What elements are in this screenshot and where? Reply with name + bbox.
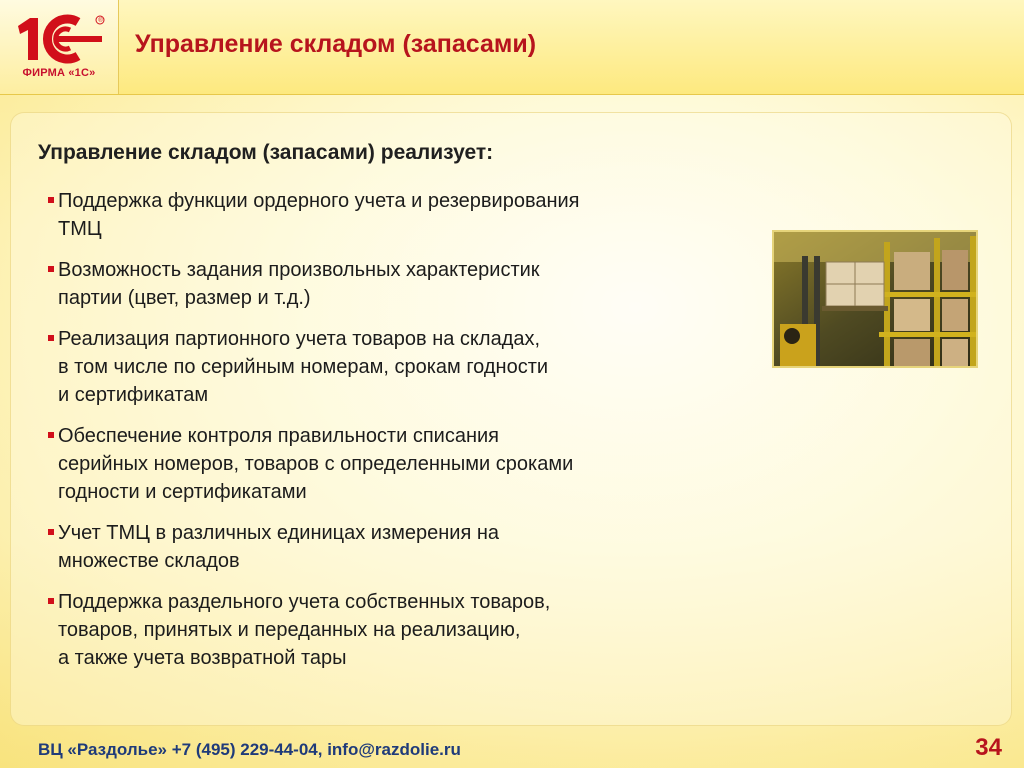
bullet-list [48, 187, 748, 685]
bullet-line: ТМЦ [58, 218, 102, 240]
bullet-item [48, 325, 748, 409]
bullet-item [48, 187, 748, 243]
bullet-line: товаров, принятых и переданных на реализацию, [58, 619, 521, 641]
bullet-marker-icon [48, 197, 54, 203]
bullet-line: множестве складов [58, 550, 240, 572]
warehouse-photo [772, 230, 978, 368]
bullet-line: серийных номеров, товаров с определенными сроками [58, 453, 574, 475]
footer-contact: ВЦ «Раздолье» +7 (495) 229-44-04, info@razdolie.ru [38, 740, 461, 759]
logo-1c-icon [12, 12, 108, 64]
bullet-item [48, 422, 748, 506]
bullet-line: Возможность задания произвольных характеристик [58, 259, 540, 281]
bullet-line: Поддержка функции ордерного учета и резервирования [58, 190, 580, 212]
header-band [0, 0, 1024, 95]
bullet-marker-icon [48, 598, 54, 604]
bullet-line: партии (цвет, размер и т.д.) [58, 287, 311, 309]
bullet-marker-icon [48, 266, 54, 272]
bullet-line: Учет ТМЦ в различных единицах измерения на [58, 522, 500, 544]
bullet-line: Поддержка раздельного учета собственных товаров, [58, 591, 551, 613]
bullet-item [48, 519, 748, 575]
slide-title: Управление складом (запасами) [135, 30, 537, 58]
bullet-line: Обеспечение контроля правильности списания [58, 425, 499, 447]
bullet-marker-icon [48, 335, 54, 341]
bullet-item [48, 256, 748, 312]
bullet-marker-icon [48, 529, 54, 535]
bullet-marker-icon [48, 432, 54, 438]
bullet-line: и сертификатам [58, 384, 209, 406]
registered-mark: ® [98, 18, 103, 24]
bullet-line: Реализация партионного учета товаров на складах, [58, 328, 541, 350]
logo-caption: ФИРМА «1С» [22, 67, 96, 79]
bullet-item [48, 588, 748, 672]
subtitle: Управление складом (запасами) реализует: [38, 141, 494, 164]
bullet-line: а также учета возвратной тары [58, 647, 347, 669]
logo [0, 0, 119, 94]
page-number: 34 [975, 734, 1002, 761]
warehouse-photo-icon [774, 232, 976, 366]
bullet-line: в том числе по серийным номерам, срокам годности [58, 356, 549, 378]
bullet-line: годности и сертификатами [58, 481, 307, 503]
